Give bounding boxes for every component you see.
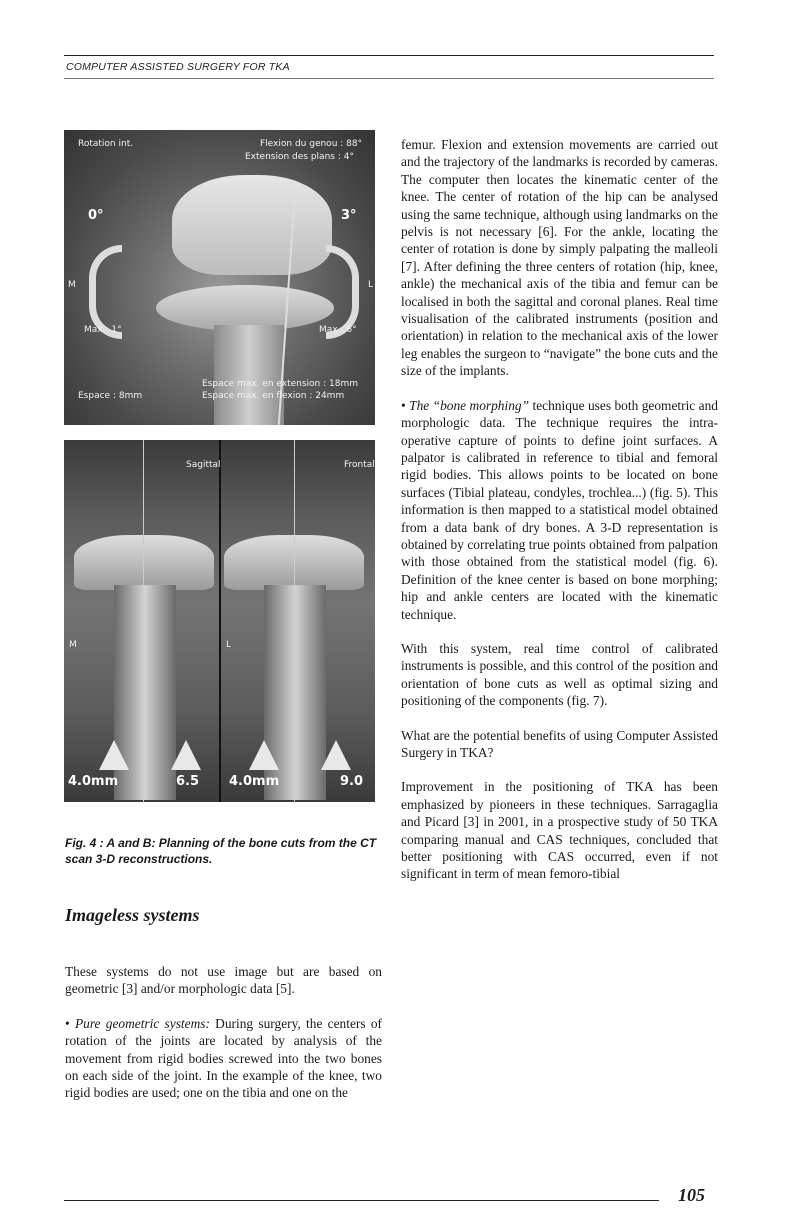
arrow-icon xyxy=(249,740,279,770)
bone-morphing-lead: The “bone morphing” xyxy=(409,397,530,413)
label-medial-b: M xyxy=(69,640,77,650)
label-max-left: Max : 1° xyxy=(84,325,122,335)
label-three-deg: 3° xyxy=(341,208,357,223)
label-medial: M xyxy=(68,280,76,290)
label-rotation: Rotation int. xyxy=(78,139,134,149)
label-max-right: Max : 6° xyxy=(319,325,357,335)
label-espace-flexion: Espace max. en flexion : 24mm xyxy=(202,391,345,401)
axis-line-right xyxy=(294,440,295,802)
label-val-2: 6.5 xyxy=(176,774,200,789)
paragraph-kinematics: femur. Flexion and extension movements are carried out and the trajectory of the landmarks is recorded by cameras. The computer then locates the kinematic center of the knee. The center of rotation of the hip can be analysed using the same technique, although using landmarks on the pelvis is not necessary [6]. For the ankle, locating the center of rotation is done by simply palpating the malleoli [7]. After defining the three centers of rotation (hip, knee, ankle) the mechanical axis of the tibia and femur can be localised in both the sagittal and coronal planes. Real time visualisation of the calibrated instruments (position and orientation) in relation to the mechanical axis of the lower leg enables the surgeon to “navigate” the bone cuts and the size of the implants. xyxy=(401,137,718,379)
paragraph-pure-geometric: • Pure geometric systems: During surgery, the centers of rotation of the joints are located by analysis of the movement from rigid bodies screwed into the two bones on each side of the joint. In the example of the knee, two rigid bodies are used; one on the tibia and one on the xyxy=(65,1015,382,1101)
label-espace-extension: Espace max. en extension : 18mm xyxy=(202,379,358,389)
label-val-1: 4.0mm xyxy=(68,774,119,789)
arrow-icon xyxy=(99,740,129,770)
right-column-text xyxy=(401,136,718,900)
label-val-3: 4.0mm xyxy=(229,774,280,789)
panel-divider xyxy=(219,440,221,802)
femur-shape xyxy=(172,175,332,275)
label-lateral-b: L xyxy=(226,640,232,650)
label-zero-deg: 0° xyxy=(88,208,104,223)
top-rule xyxy=(64,55,714,56)
paragraph-bone-morphing: • The “bone morphing” technique uses both geometric and morphologic data. The technique requires the intra-operative capture of points to define joint surfaces. A palpator is calibrated in reference to tibial and femoral rigid bodies. This allows points to be located on bone surfaces (Tibial plateau, condyles, trochlea...) (fig. 5). This information is then mapped to a statistical model obtained from a data bank of dry bones. A 3-D representation is obtained by correlating true points obtained from palpation with those obtained from the statistical model (fig. 6). Definition of the knee center is based on bone morphing; hip and ankle centers are located with the kinematic technique. xyxy=(401,397,718,622)
section-heading: Imageless systems xyxy=(65,905,200,925)
paragraph-question: What are the potential benefits of using Computer Assisted Surgery in TKA? xyxy=(401,727,718,760)
figure-4b-image xyxy=(64,440,375,802)
label-extension: Extension des plans : 4° xyxy=(245,152,354,162)
label-val-4: 9.0 xyxy=(340,774,364,789)
header-rule xyxy=(64,78,714,79)
tibia-shaft-shape xyxy=(214,325,284,425)
arrow-icon xyxy=(171,740,201,770)
label-lateral: L xyxy=(368,280,374,290)
label-sagittal: Sagittal xyxy=(186,460,221,470)
paragraph-realtime-control: With this system, real time control of calibrated instruments is possible, and this control of the position and orientation of bone cuts as well as optimal sizing and positioning of the components (fig. 7). xyxy=(401,640,718,709)
arrow-icon xyxy=(321,740,351,770)
page-number: 105 xyxy=(678,1185,705,1205)
label-frontal: Frontal xyxy=(344,460,375,470)
tibial-plateau-sagittal xyxy=(74,535,214,590)
left-column-text xyxy=(65,963,382,1119)
footer-rule xyxy=(64,1200,659,1201)
figure-4a-image xyxy=(64,130,375,425)
axis-line-left xyxy=(143,440,144,802)
pure-geometric-lead: Pure geometric systems: xyxy=(74,1015,210,1031)
paragraph-intro: These systems do not use image but are based on geometric [3] and/or morphologic data [5]. xyxy=(65,964,382,997)
figure-caption: Fig. 4 : A and B: Planning of the bone cuts from the CT scan 3-D reconstructions. xyxy=(65,836,377,866)
paragraph-positioning: Improvement in the positioning of TKA has been emphasized by pioneers in these techniques. Sarragaglia and Picard [3] in 2001, in a prospective study of 50 TKA comparing manual and CAS techniques, concluded that better positioning with CAS occurred, even if not significant in term of mean femoro-tibial xyxy=(401,779,718,882)
running-head: COMPUTER ASSISTED SURGERY FOR TKA xyxy=(66,61,290,73)
label-flexion: Flexion du genou : 88° xyxy=(260,139,363,149)
label-espace: Espace : 8mm xyxy=(78,391,143,401)
